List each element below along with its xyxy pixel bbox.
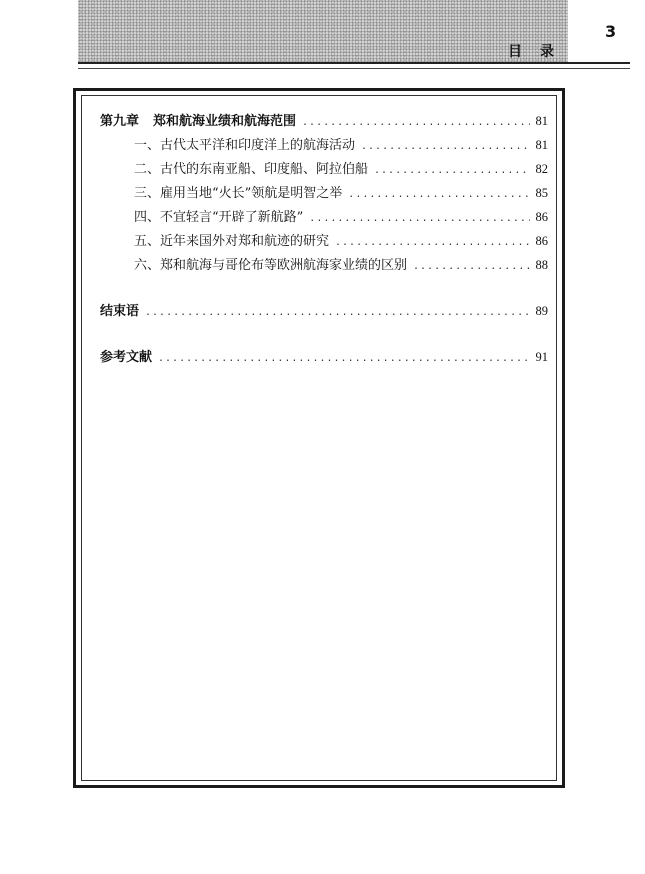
toc-page-number: 81 [535,114,548,128]
toc-page-number: 86 [535,210,548,224]
toc-conclusion[interactable] [100,300,548,324]
toc-chapter-9[interactable] [100,110,548,134]
dot-leader [335,237,529,248]
toc-references[interactable] [100,346,548,370]
dot-leader [348,189,529,200]
toc-section-1[interactable] [100,134,548,158]
dot-leader [309,213,529,224]
toc-page-number: 91 [535,350,548,364]
toc-section-title: 四、不宜轻言“开辟了新航路” [134,210,304,225]
toc-section-title: 一、古代太平洋和印度洋上的航海活动 [134,138,356,153]
toc-page-number: 82 [535,162,548,176]
dot-leader [413,261,529,272]
toc-page-number: 88 [535,258,548,272]
dot-leader [302,117,529,128]
toc-section-4[interactable] [100,206,548,230]
toc-chapter-title [100,110,296,129]
dot-leader [361,141,529,152]
dot-leader [145,307,529,318]
dot-leader [374,165,529,176]
chapter-label: 第九章 [100,114,140,129]
toc-page-number: 85 [535,186,548,200]
toc-conclusion-title: 结束语 [100,304,140,319]
toc-page-number: 89 [535,304,548,318]
toc-page-number: 86 [535,234,548,248]
toc-page-number: 81 [535,138,548,152]
toc-section-title: 二、古代的东南亚船、印度船、阿拉伯船 [134,162,369,177]
toc-references-title: 参考文献 [100,350,153,365]
toc-section-title: 三、雇用当地“火长”领航是明智之举 [134,186,343,201]
toc-section-title: 五、近年来国外对郑和航迹的研究 [134,234,330,249]
toc-section-3[interactable] [100,182,548,206]
dot-leader [158,353,529,364]
page-number: 3 [605,22,617,41]
chapter-name: 郑和航海业绩和航海范围 [153,114,297,129]
header-texture-band [78,0,568,62]
toc-section-title: 六、郑和航海与哥伦布等欧洲航海家业绩的区别 [134,258,408,273]
toc-section-2[interactable] [100,158,548,182]
header-rule [78,62,630,64]
toc-section-5[interactable] [100,230,548,254]
table-of-contents [100,110,548,370]
section-title: 目录 [508,44,572,60]
header-rule-thin [78,68,630,69]
toc-section-6[interactable] [100,254,548,278]
